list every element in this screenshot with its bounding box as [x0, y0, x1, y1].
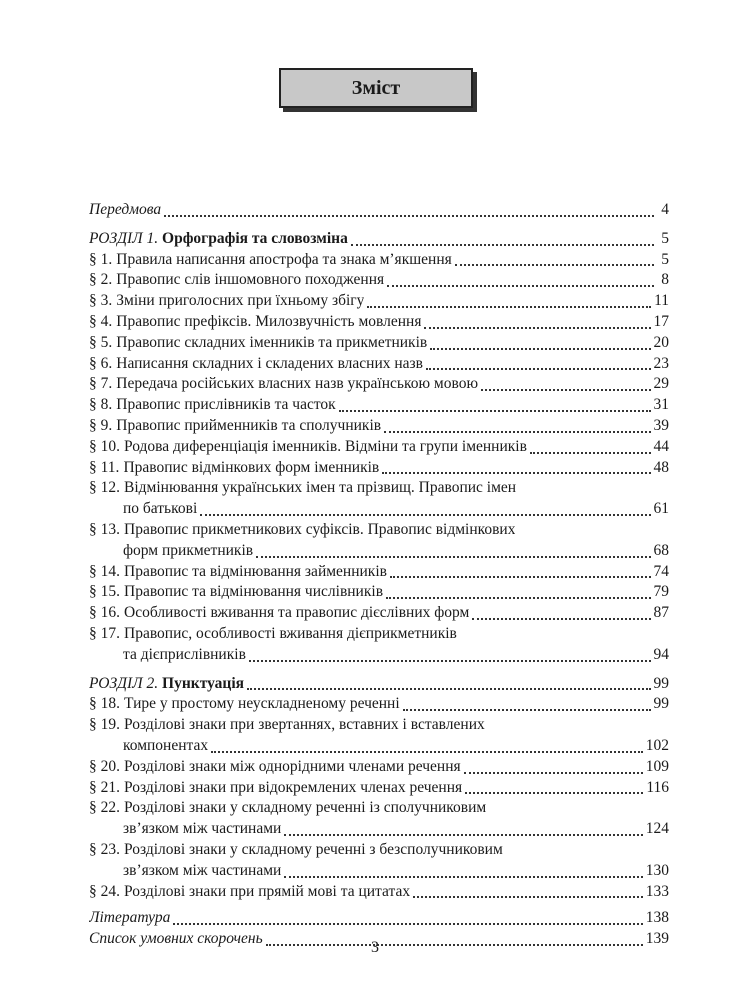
toc-entry-label: Правопис прийменників та сполучників: [116, 416, 382, 434]
toc-entry[interactable]: [89, 819, 669, 840]
toc-entry[interactable]: [89, 200, 669, 221]
toc-section-number: § 10.: [89, 437, 120, 455]
dot-leader: [465, 792, 643, 794]
toc-entry[interactable]: [89, 645, 669, 666]
toc-entry[interactable]: [89, 416, 669, 437]
toc-page-number: 48: [653, 458, 669, 476]
dot-leader: [464, 772, 643, 774]
toc-page-number: 124: [645, 820, 669, 838]
toc-entry-label-continued: компонентах: [123, 736, 209, 754]
dot-leader: [173, 923, 642, 925]
toc-entry-label: Правила написання апострофа та знака м’якшення: [116, 250, 452, 268]
toc-page-number: 102: [645, 736, 669, 754]
toc-entry-label: Зміни приголосних при їхньому збігу: [116, 292, 365, 310]
toc-spacer: [89, 221, 669, 229]
toc-entry-label: Розділові знаки між однорідними членами речення: [124, 757, 461, 775]
dot-leader: [164, 215, 654, 217]
dot-leader: [430, 348, 650, 350]
toc-entry-label: Відмінювання українських імен та прізвищ. Правопис імен: [124, 479, 517, 497]
toc-entry-label-continued: по батькові: [123, 500, 198, 518]
toc-entry-label-continued: зв’язком між частинами: [123, 861, 282, 879]
toc-section-number: § 14.: [89, 562, 120, 580]
toc-entry-line: [89, 715, 669, 736]
toc-section-number: § 8.: [89, 396, 113, 414]
dot-leader: [200, 514, 650, 516]
part-prefix: РОЗДІЛ 2.: [89, 674, 159, 692]
part-title: Пунктуація: [162, 674, 245, 692]
toc-part-entry[interactable]: [89, 674, 669, 695]
toc-entry-label: Передача російських власних назв українською мовою: [116, 375, 479, 393]
toc-section-number: § 19.: [89, 716, 120, 734]
toc-section-number: § 7.: [89, 375, 113, 393]
toc-section-number: § 21.: [89, 778, 120, 796]
toc-page-number: 68: [653, 541, 669, 559]
toc-entry-label-continued: та дієприслівників: [123, 645, 246, 663]
toc-entry[interactable]: [89, 757, 669, 778]
dot-leader: [403, 709, 651, 711]
toc-entry-line: [89, 478, 669, 499]
toc-entry-label: Правопис слів іншомовного походження: [116, 271, 385, 289]
contents-title-box: [279, 68, 473, 108]
contents-title: Зміст: [351, 76, 401, 99]
toc-page-number: 20: [653, 333, 669, 351]
part-prefix: РОЗДІЛ 1.: [89, 229, 159, 247]
toc-entry-label: Правопис та відмінювання числівників: [124, 583, 384, 601]
toc-spacer: [89, 666, 669, 674]
dot-leader: [424, 327, 650, 329]
toc-page-number: 39: [653, 416, 669, 434]
dot-leader: [382, 472, 650, 474]
toc-section-number: § 4.: [89, 312, 113, 330]
toc-entry-line: [89, 624, 669, 645]
dot-leader: [455, 264, 654, 266]
toc-page-number: 31: [653, 396, 669, 414]
toc-part-entry[interactable]: [89, 229, 669, 250]
toc-entry[interactable]: [89, 582, 669, 603]
toc-entry-label: Тире у простому неускладненому реченні: [124, 695, 400, 713]
toc-entry-label: Правопис прислівників та часток: [116, 396, 336, 414]
toc-entry[interactable]: [89, 603, 669, 624]
toc-page-number: 87: [653, 604, 669, 622]
toc-entry[interactable]: [89, 333, 669, 354]
toc-part-label: [89, 229, 348, 250]
toc-page-number: 133: [645, 882, 669, 900]
toc-section-number: § 11.: [89, 458, 120, 476]
page-number: 3: [371, 939, 379, 956]
dot-leader: [413, 896, 643, 898]
toc-page-number: 139: [645, 930, 669, 948]
toc-entry[interactable]: [89, 778, 669, 799]
toc-section-number: § 24.: [89, 882, 120, 900]
toc-entry-label: Правопис та відмінювання займенників: [124, 562, 387, 580]
toc-entry[interactable]: [89, 458, 669, 479]
toc-entry[interactable]: [89, 291, 669, 312]
toc-entry[interactable]: [89, 354, 669, 375]
toc-section-number: § 12.: [89, 479, 120, 497]
toc-entry[interactable]: [89, 270, 669, 291]
toc-page-number: 79: [653, 583, 669, 601]
toc-entry[interactable]: [89, 562, 669, 583]
dot-leader: [384, 431, 650, 433]
table-of-contents: [89, 200, 669, 950]
dot-leader: [339, 410, 651, 412]
toc-entry-label: Написання складних і складених власних назв: [116, 354, 424, 372]
toc-entry-label: Розділові знаки у складному реченні з безсполучниковим: [124, 840, 503, 858]
toc-page-number: 44: [653, 437, 669, 455]
toc-entry-label: Список умовних скорочень: [89, 930, 263, 948]
toc-page-number: 11: [654, 292, 669, 310]
dot-leader: [249, 660, 651, 662]
toc-entry[interactable]: [89, 312, 669, 333]
toc-page-number: 17: [653, 312, 669, 330]
toc-entry-label: Розділові знаки при прямій мові та цитатах: [124, 882, 411, 900]
toc-page-number: 74: [653, 562, 669, 580]
toc-part-label: [89, 674, 244, 695]
dot-leader: [530, 452, 651, 454]
dot-leader: [390, 576, 651, 578]
toc-page-number: 94: [653, 645, 669, 663]
toc-entry[interactable]: [89, 437, 669, 458]
toc-section-number: § 2.: [89, 271, 113, 289]
dot-leader: [247, 688, 650, 690]
toc-section-number: § 1.: [89, 250, 113, 268]
toc-entry[interactable]: [89, 882, 669, 903]
toc-entry[interactable]: [89, 908, 669, 929]
toc-entry-label: Правопис, особливості вживання дієприкметників: [124, 624, 457, 642]
dot-leader: [256, 556, 650, 558]
toc-entry-label: Особливості вживання та правопис дієслівних форм: [124, 604, 470, 622]
toc-entry-line: [89, 840, 669, 861]
toc-entry[interactable]: [89, 499, 669, 520]
dot-leader: [386, 597, 650, 599]
toc-entry-label-continued: форм прикметників: [123, 541, 254, 559]
toc-section-number: § 5.: [89, 333, 113, 351]
toc-section-number: § 17.: [89, 624, 120, 642]
toc-entry-label: Родова диференціація іменників. Відміни та групи іменників: [124, 437, 527, 455]
toc-entry[interactable]: [89, 736, 669, 757]
toc-page-number: 5: [661, 229, 669, 247]
toc-entry[interactable]: [89, 694, 669, 715]
toc-section-number: § 13.: [89, 520, 120, 538]
dot-leader: [472, 618, 650, 620]
toc-entry-line: [89, 798, 669, 819]
toc-page-number: 23: [653, 354, 669, 372]
toc-section-number: § 9.: [89, 416, 113, 434]
toc-page-number: 138: [645, 909, 669, 927]
toc-page-number: 8: [661, 271, 669, 289]
toc-entry-label: Правопис відмінкових форм іменників: [123, 458, 380, 476]
toc-section-number: § 3.: [89, 292, 113, 310]
toc-entry[interactable]: [89, 395, 669, 416]
toc-section-number: § 18.: [89, 695, 120, 713]
dot-leader: [387, 285, 654, 287]
dot-leader: [426, 368, 650, 370]
toc-page-number: 116: [646, 778, 669, 796]
part-title: Орфографія та словозміна: [162, 229, 348, 247]
toc-page-number: 130: [645, 861, 669, 879]
toc-entry-label: Правопис складних іменників та прикметників: [116, 333, 428, 351]
dot-leader: [284, 876, 642, 878]
toc-entry[interactable]: [89, 861, 669, 882]
toc-section-number: § 6.: [89, 354, 113, 372]
toc-page-number: 99: [653, 674, 669, 692]
toc-section-number: § 15.: [89, 583, 120, 601]
toc-page-number: 4: [661, 201, 669, 218]
toc-entry-label: Розділові знаки при звертаннях, вставних і вставлених: [124, 716, 485, 734]
toc-page-number: 29: [653, 375, 669, 393]
toc-entry-label: Розділові знаки при відокремлених членах речення: [124, 778, 463, 796]
dot-leader: [284, 834, 642, 836]
toc-entry[interactable]: [89, 250, 669, 271]
toc-section-number: § 16.: [89, 604, 120, 622]
toc-section-number: § 23.: [89, 840, 120, 858]
toc-entry-label: Література: [89, 909, 171, 927]
dot-leader: [211, 751, 643, 753]
toc-page-number: 109: [645, 757, 669, 775]
toc-entry-label-continued: зв’язком між частинами: [123, 820, 282, 838]
toc-entry-label: Розділові знаки у складному реченні із сполучниковим: [124, 799, 487, 817]
toc-page-number: 99: [653, 695, 669, 713]
dot-leader: [367, 306, 651, 308]
toc-page-number: 61: [653, 500, 669, 518]
toc-entry-label: Правопис префіксів. Милозвучність мовлення: [116, 312, 422, 330]
toc-section-number: § 22.: [89, 799, 120, 817]
toc-section-number: § 20.: [89, 757, 120, 775]
toc-entry-label: Правопис прикметникових суфіксів. Правопис відмінкових: [124, 520, 516, 538]
toc-entry-line: [89, 520, 669, 541]
toc-entry-label: Передмова: [89, 201, 162, 218]
dot-leader: [481, 389, 650, 391]
toc-entry[interactable]: [89, 374, 669, 395]
dot-leader: [351, 244, 654, 246]
toc-entry[interactable]: [89, 541, 669, 562]
toc-page-number: 5: [661, 250, 669, 268]
